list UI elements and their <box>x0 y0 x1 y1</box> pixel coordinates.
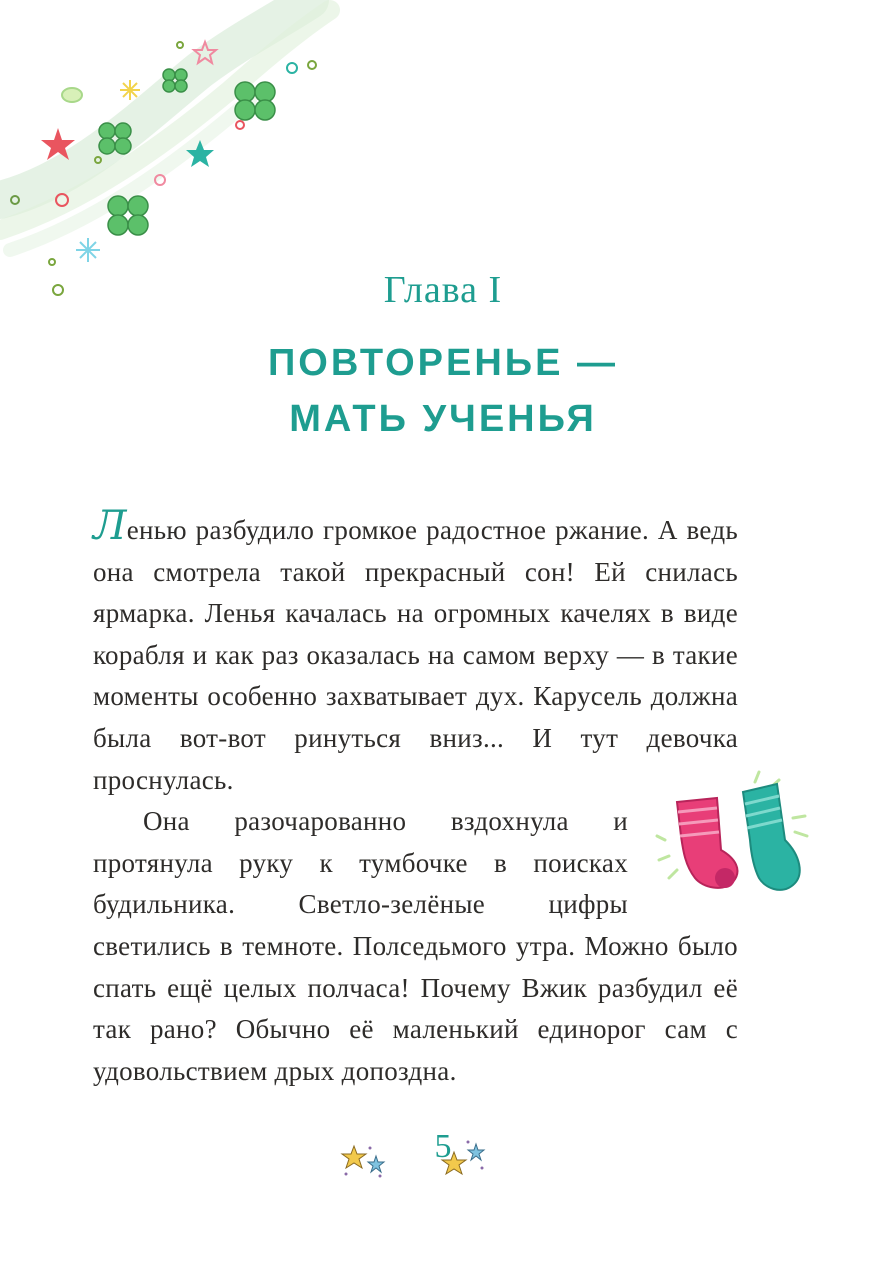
page-number: 5 <box>434 1128 452 1165</box>
chapter-title-line2: МАТЬ УЧЕНЬЯ <box>289 398 597 440</box>
paragraph-1 <box>93 503 738 801</box>
sparkle-icon <box>120 80 140 100</box>
star-icon <box>468 1144 484 1160</box>
paragraph-2 <box>93 801 738 1092</box>
chapter-title <box>0 335 886 447</box>
sparkle-icon <box>76 238 100 262</box>
chapter-title-line1: ПОВТОРЕНЬЕ — <box>267 342 619 384</box>
drop-cap: Л <box>93 503 127 549</box>
stars-right-decoration <box>438 1138 490 1180</box>
paragraph-2-text: Она разочарованно вздохнула и протянула руку к тумбочке в поисках будильника. Светло-зелёные цифры светились в темноте. Полседьмого утра. Можно было спать ещё целых полчаса! Почему Вжик разбудил её так рано? Обычно её маленький единорог сам с удовольствием дрых допоздна. <box>93 806 738 1086</box>
clover-swirl-decoration <box>0 0 340 310</box>
socks-illustration <box>655 770 815 910</box>
star-icon <box>442 1152 466 1174</box>
paragraph-1-text: енью разбудило громкое радостное ржание. А ведь она смотрела такой прекрасный сон! Ей снилась ярмарка. Ленья качалась на огромных качелях в виде корабля и как раз оказалась на самом верху — в такие моменты особенно захватывает дух. Карусель должна была вот-вот ринуться вниз... И тут девочка проснулась. <box>93 515 738 795</box>
teal-sock-icon <box>743 784 800 890</box>
chapter-label: Глава I <box>383 269 503 311</box>
body-text <box>93 503 738 1092</box>
